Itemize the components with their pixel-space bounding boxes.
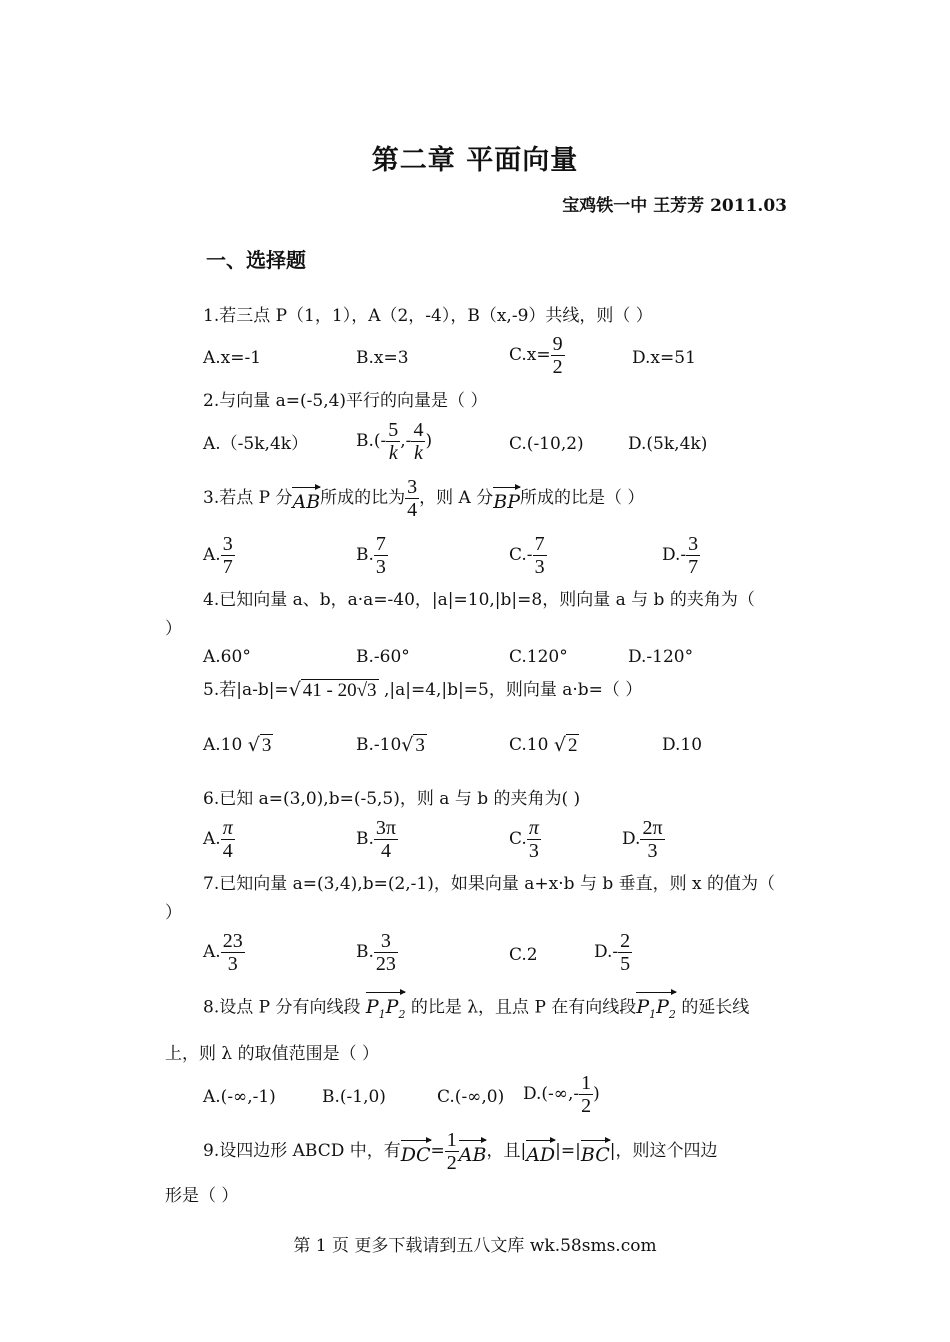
page-title: 第二章 平面向量 xyxy=(371,145,579,176)
vector-ab-2: AB xyxy=(459,1138,487,1166)
question-2: 2.与向量 a=(-5,4)平行的向量是（ ） xyxy=(203,391,488,411)
q2-option-b: B.(- $\frac{5}{k}$ ,- $\frac{4}{k}$ ) xyxy=(356,419,433,464)
q5-option-a: A.10 √ 3 xyxy=(203,734,272,756)
q3-option-c: C.- $\frac{7}{3}$ xyxy=(509,533,545,578)
q8-option-c: C.(-∞,0) xyxy=(437,1087,505,1107)
author-line: 宝鸡铁一中 王芳芳 2011.03 xyxy=(562,196,787,216)
q6-option-d: D. $\frac{2\pi}{3}$ xyxy=(622,817,663,862)
section-heading: 一、选择题 xyxy=(206,248,306,272)
q7-option-b: B. $\frac{3}{23}$ xyxy=(356,930,396,975)
question-4: 4.已知向量 a、b，a·a=-40，|a|=10,|b|=8，则向量 a 与 b 的夹角为（ xyxy=(203,590,755,610)
q6-option-b: B. $\frac{3\pi}{4}$ xyxy=(356,817,397,862)
q4-option-a: A.60° xyxy=(203,647,251,667)
question-1: 1.若三点 P（1，1），A（2，-4），B（x,-9）共线，则（ ） xyxy=(203,306,653,326)
vector-ab: AB xyxy=(292,485,320,513)
question-8: 8.设点 P 分有向线段 $P_1P_2$ 的比是 λ，且点 P 在有向线段$P_1P_2$ 的延长线 xyxy=(203,990,749,1026)
q1-option-d: D.x=51 xyxy=(632,348,696,368)
q2-option-d: D.(5k,4k) xyxy=(628,434,708,454)
question-9: 9.设四边形 ABCD 中，有DC= $\frac{1}{2}$ AB，且|AD|=|BC|，则这个四边 xyxy=(203,1129,718,1174)
q4-option-c: C.120° xyxy=(509,647,568,667)
question-4-cont: ） xyxy=(165,619,182,639)
q8-option-d: D.(-∞,- $\frac{1}{2}$ ) xyxy=(523,1072,600,1117)
sqrt-expression: √ 41 - 20√3 xyxy=(288,679,377,701)
vector-p1p2-2: $P_1P_2$ xyxy=(636,990,676,1026)
question-7: 7.已知向量 a=(3,4),b=(2,-1)，如果向量 a+x·b 与 b 垂直，则 x 的值为（ xyxy=(203,874,776,894)
q5-option-b: B.-10√ 3 xyxy=(356,734,425,756)
vector-dc: DC xyxy=(401,1138,431,1166)
q3-option-a: A. $\frac{3}{7}$ xyxy=(203,533,233,578)
q5-option-c: C.10 √ 2 xyxy=(509,734,578,756)
question-7-cont: ） xyxy=(165,903,182,923)
question-6: 6.已知 a=(3,0),b=(-5,5)，则 a 与 b 的夹角为( ) xyxy=(203,789,581,809)
q1-option-c: C.x= $\frac{9}{2}$ xyxy=(509,333,563,378)
q8-option-b: B.(-1,0) xyxy=(322,1087,386,1107)
q4-option-b: B.-60° xyxy=(356,647,410,667)
q7-option-a: A. $\frac{23}{3}$ xyxy=(203,930,243,975)
q6-option-c: C. $\frac{\pi}{3}$ xyxy=(509,817,539,862)
q5-option-d: D.10 xyxy=(662,735,703,755)
question-5: 5.若|a-b|=√ 41 - 20√3 ,|a|=4,|b|=5，则向量 a·b=（ ） xyxy=(203,679,643,701)
q4-option-d: D.-120° xyxy=(628,647,694,667)
q8-option-a: A.(-∞,-1) xyxy=(203,1087,276,1107)
q1-option-b: B.x=3 xyxy=(356,348,409,368)
q7-option-c: C.2 xyxy=(509,945,538,965)
q3-option-d: D.- $\frac{3}{7}$ xyxy=(662,533,699,578)
vector-ad: AD xyxy=(526,1138,555,1166)
question-3: 3.若点 P 分AB所成的比为 $\frac{3}{4}$ ，则 A 分BP所成的比是（ ） xyxy=(203,476,645,521)
page-footer: 第 1 页 更多下载请到五八文库 wk.58sms.com xyxy=(293,1236,657,1256)
question-9-cont: 形是（ ） xyxy=(165,1186,239,1206)
q7-option-d: D.- $\frac{2}{5}$ xyxy=(594,930,631,975)
q1-option-a: A.x=-1 xyxy=(203,348,262,368)
question-8-cont: 上，则 λ 的取值范围是（ ） xyxy=(165,1044,379,1064)
vector-bp: BP xyxy=(493,485,520,513)
q2-option-a: A.（-5k,4k） xyxy=(203,434,309,454)
q3-option-b: B. $\frac{7}{3}$ xyxy=(356,533,386,578)
q6-option-a: A. $\frac{\pi}{4}$ xyxy=(203,817,233,862)
vector-p1p2: $P_1P_2$ xyxy=(366,990,406,1026)
vector-bc: BC xyxy=(581,1138,610,1166)
q2-option-c: C.(-10,2) xyxy=(509,434,584,454)
